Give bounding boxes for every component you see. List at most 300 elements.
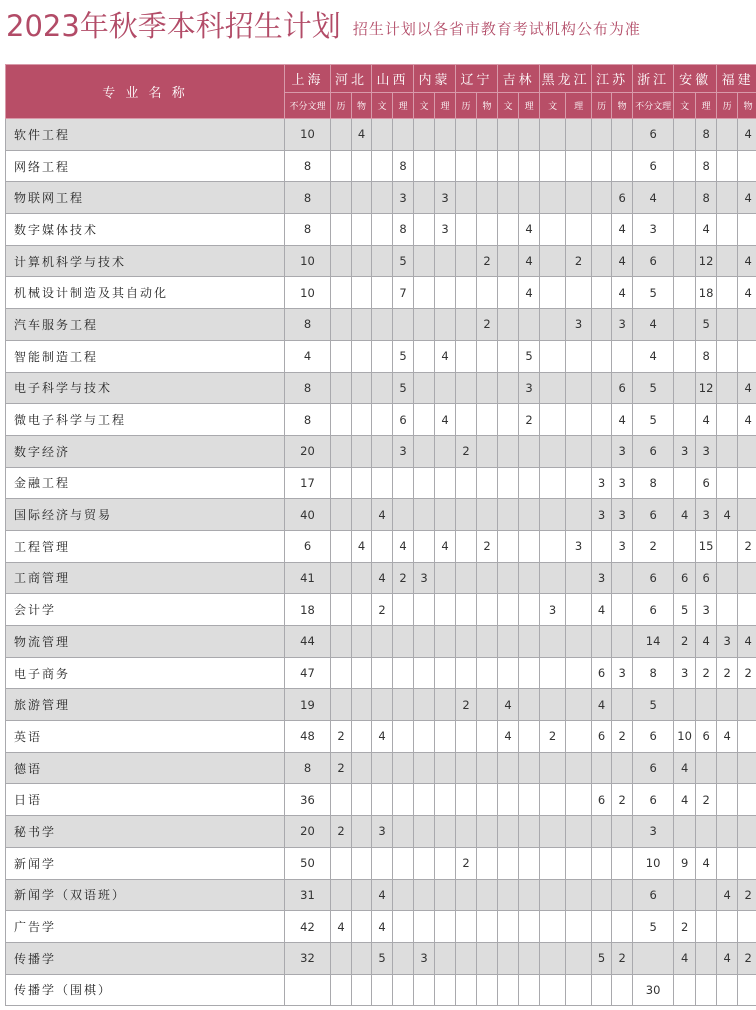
quota-cell [477,816,498,848]
quota-cell: 2 [372,594,393,626]
quota-cell: 8 [393,214,414,246]
major-name-cell: 物联网工程 [6,182,285,214]
quota-cell: 4 [696,214,717,246]
quota-cell: 4 [717,879,738,911]
quota-cell [717,340,738,372]
quota-cell: 3 [612,309,633,341]
major-name-cell: 计算机科学与技术 [6,245,285,277]
quota-cell: 8 [696,150,717,182]
quota-cell: 8 [696,182,717,214]
major-name-cell: 数字媒体技术 [6,214,285,246]
quota-cell [540,499,566,531]
quota-cell [456,340,477,372]
quota-cell [456,942,477,974]
quota-cell: 2 [393,562,414,594]
province-header: 辽宁 [456,65,498,93]
quota-cell [717,467,738,499]
quota-cell [331,657,352,689]
quota-cell: 2 [717,657,738,689]
quota-cell: 5 [633,372,674,404]
quota-cell [592,309,612,341]
quota-cell [592,214,612,246]
quota-cell [498,245,519,277]
major-name-cell: 国际经济与贸易 [6,499,285,531]
table-body [6,119,756,1006]
quota-cell: 6 [633,119,674,151]
table-row [6,721,756,753]
quota-cell: 4 [738,277,756,309]
quota-cell [435,626,456,658]
quota-cell: 4 [498,721,519,753]
quota-cell [393,657,414,689]
major-name-cell: 网络工程 [6,150,285,182]
quota-cell [717,150,738,182]
quota-cell [352,372,372,404]
quota-cell [592,974,612,1006]
quota-cell [717,214,738,246]
quota-cell: 3 [674,435,696,467]
quota-cell: 3 [612,530,633,562]
quota-cell [498,499,519,531]
quota-cell: 6 [633,594,674,626]
quota-cell [456,974,477,1006]
major-name-cell: 广告学 [6,911,285,943]
table-row [6,657,756,689]
quota-cell [738,150,756,182]
quota-cell: 3 [633,816,674,848]
quota-cell [477,752,498,784]
quota-cell [566,594,592,626]
table-row [6,214,756,246]
quota-cell: 8 [393,150,414,182]
quota-cell: 4 [696,847,717,879]
quota-cell: 10 [285,119,331,151]
quota-cell [717,404,738,436]
quota-cell: 4 [352,530,372,562]
quota-cell: 12 [696,372,717,404]
quota-cell: 3 [612,435,633,467]
quota-cell [352,784,372,816]
quota-cell: 10 [285,277,331,309]
subject-track-header: 不分文理 [633,93,674,119]
quota-cell: 6 [696,467,717,499]
quota-cell: 2 [456,689,477,721]
province-header: 江苏 [592,65,633,93]
quota-cell: 3 [696,499,717,531]
quota-cell: 5 [519,340,540,372]
province-header: 山西 [372,65,414,93]
quota-cell: 4 [372,721,393,753]
quota-cell: 4 [717,942,738,974]
quota-cell: 2 [612,942,633,974]
quota-cell [498,150,519,182]
quota-cell [331,530,352,562]
quota-cell [372,214,393,246]
table-row [6,182,756,214]
quota-cell [435,911,456,943]
quota-cell [456,245,477,277]
quota-cell: 6 [696,721,717,753]
quota-cell [540,467,566,499]
quota-cell [498,214,519,246]
quota-cell [331,277,352,309]
quota-cell [498,404,519,436]
quota-cell [519,626,540,658]
quota-cell [435,721,456,753]
quota-cell: 2 [738,879,756,911]
quota-cell [566,847,592,879]
quota-cell: 4 [738,119,756,151]
quota-cell: 40 [285,499,331,531]
subject-track-header: 文 [540,93,566,119]
quota-cell: 2 [331,721,352,753]
subject-track-header: 文 [674,93,696,119]
quota-cell [540,277,566,309]
quota-cell [717,435,738,467]
page-subtitle: 招生计划以各省市教育考试机构公布为准 [352,20,641,38]
quota-cell [498,879,519,911]
quota-cell [592,340,612,372]
quota-cell [352,150,372,182]
quota-cell [674,372,696,404]
quota-cell [717,277,738,309]
quota-cell [498,626,519,658]
quota-cell: 6 [612,182,633,214]
page-title: 2023年秋季本科招生计划 [6,9,341,43]
quota-cell [498,182,519,214]
quota-cell [414,245,435,277]
quota-cell [717,784,738,816]
quota-cell [331,499,352,531]
table-row [6,784,756,816]
quota-cell [331,689,352,721]
quota-cell: 4 [435,530,456,562]
quota-cell: 2 [696,657,717,689]
quota-cell [717,530,738,562]
table-row [6,340,756,372]
subject-track-header: 理 [435,93,456,119]
quota-cell [696,752,717,784]
quota-cell: 4 [372,562,393,594]
province-header: 福建 [717,65,756,93]
quota-cell [566,657,592,689]
quota-cell [393,974,414,1006]
quota-cell [414,847,435,879]
quota-cell [435,847,456,879]
quota-cell [372,340,393,372]
quota-cell: 4 [519,245,540,277]
quota-cell: 2 [331,752,352,784]
quota-cell: 2 [477,530,498,562]
quota-cell [414,974,435,1006]
quota-cell [477,784,498,816]
quota-cell [519,594,540,626]
quota-cell [414,340,435,372]
quota-cell [498,847,519,879]
quota-cell [414,499,435,531]
major-name-cell: 机械设计制造及其自动化 [6,277,285,309]
quota-cell: 4 [738,182,756,214]
quota-cell: 6 [633,150,674,182]
quota-cell: 3 [435,182,456,214]
quota-cell: 4 [372,499,393,531]
quota-cell [696,689,717,721]
quota-cell [331,372,352,404]
quota-cell [372,467,393,499]
quota-cell [456,816,477,848]
quota-cell [566,689,592,721]
table-row [6,467,756,499]
quota-cell: 2 [331,816,352,848]
major-name-cell: 数字经济 [6,435,285,467]
quota-cell [674,277,696,309]
quota-cell [477,150,498,182]
quota-cell [674,467,696,499]
quota-cell [414,435,435,467]
quota-cell [696,816,717,848]
quota-cell [372,372,393,404]
quota-cell [717,594,738,626]
quota-cell [592,277,612,309]
quota-cell [540,847,566,879]
quota-cell [477,847,498,879]
quota-cell: 4 [393,530,414,562]
quota-cell [674,530,696,562]
quota-cell [519,530,540,562]
quota-cell [477,721,498,753]
quota-cell [592,752,612,784]
major-name-cell: 英语 [6,721,285,753]
quota-cell [331,942,352,974]
quota-cell [456,214,477,246]
subject-track-header: 理 [519,93,540,119]
quota-cell: 32 [285,942,331,974]
quota-cell: 6 [633,245,674,277]
quota-cell: 4 [612,214,633,246]
table-row [6,309,756,341]
quota-cell [393,499,414,531]
table-row [6,594,756,626]
quota-cell [674,150,696,182]
quota-cell: 4 [592,689,612,721]
quota-cell: 9 [674,847,696,879]
quota-cell [566,467,592,499]
quota-cell [519,467,540,499]
quota-cell: 5 [592,942,612,974]
table-row [6,752,756,784]
quota-cell [331,150,352,182]
quota-cell [456,277,477,309]
table-row [6,911,756,943]
quota-cell: 14 [633,626,674,658]
quota-cell [435,277,456,309]
quota-cell: 4 [519,277,540,309]
quota-cell: 4 [331,911,352,943]
quota-cell [566,626,592,658]
quota-cell: 3 [393,182,414,214]
quota-cell: 12 [696,245,717,277]
quota-cell [372,182,393,214]
quota-cell [566,784,592,816]
quota-cell: 8 [696,119,717,151]
quota-cell: 4 [696,626,717,658]
quota-cell [612,689,633,721]
quota-cell [372,245,393,277]
quota-cell [738,847,756,879]
quota-cell [331,119,352,151]
quota-cell [738,911,756,943]
quota-cell [435,309,456,341]
quota-cell: 4 [738,245,756,277]
quota-cell [540,562,566,594]
quota-cell: 3 [540,594,566,626]
quota-cell: 10 [633,847,674,879]
quota-cell: 6 [633,784,674,816]
quota-cell [498,562,519,594]
quota-cell [372,657,393,689]
quota-cell [331,340,352,372]
quota-cell: 10 [674,721,696,753]
quota-cell: 2 [477,245,498,277]
quota-cell: 5 [633,689,674,721]
quota-cell [519,309,540,341]
quota-cell [372,689,393,721]
table-row [6,150,756,182]
quota-cell: 2 [674,911,696,943]
quota-cell [519,974,540,1006]
quota-cell [331,467,352,499]
quota-cell [352,974,372,1006]
quota-cell [674,816,696,848]
quota-cell: 5 [372,942,393,974]
quota-cell [540,657,566,689]
quota-cell [477,372,498,404]
quota-cell [540,372,566,404]
quota-cell [393,911,414,943]
quota-cell [414,372,435,404]
quota-cell [519,847,540,879]
quota-cell [435,816,456,848]
enrollment-plan-table [5,64,756,1006]
quota-cell [435,499,456,531]
quota-cell: 4 [633,340,674,372]
quota-cell [477,879,498,911]
quota-cell [435,562,456,594]
quota-cell [498,372,519,404]
quota-cell: 4 [352,119,372,151]
quota-cell: 4 [674,942,696,974]
quota-cell [738,816,756,848]
quota-cell: 3 [372,816,393,848]
table-row [6,119,756,151]
quota-cell: 6 [696,562,717,594]
quota-cell [519,879,540,911]
quota-cell [540,911,566,943]
quota-cell: 4 [435,340,456,372]
quota-cell [477,626,498,658]
quota-cell [498,277,519,309]
quota-cell: 6 [633,435,674,467]
quota-cell [540,879,566,911]
quota-cell [592,626,612,658]
quota-cell [540,119,566,151]
quota-cell [477,657,498,689]
quota-cell [331,784,352,816]
quota-cell [414,214,435,246]
subject-track-header: 历 [592,93,612,119]
quota-cell [393,467,414,499]
quota-cell [566,182,592,214]
quota-cell [519,499,540,531]
quota-cell [331,562,352,594]
quota-cell [414,404,435,436]
major-name-cell: 汽车服务工程 [6,309,285,341]
quota-cell [456,530,477,562]
quota-cell [519,119,540,151]
quota-cell [566,150,592,182]
quota-cell [414,816,435,848]
quota-cell [477,562,498,594]
subject-track-header: 文 [498,93,519,119]
quota-cell [519,150,540,182]
quota-cell [540,150,566,182]
quota-cell: 19 [285,689,331,721]
quota-cell [519,752,540,784]
table-row [6,277,756,309]
table-row [6,530,756,562]
quota-cell [352,847,372,879]
quota-cell [456,879,477,911]
quota-cell: 20 [285,435,331,467]
quota-cell [331,182,352,214]
quota-cell [393,594,414,626]
subject-track-header: 文 [414,93,435,119]
quota-cell [674,404,696,436]
subject-track-header: 文 [372,93,393,119]
quota-cell [372,119,393,151]
quota-cell [331,214,352,246]
quota-cell [592,816,612,848]
quota-cell [592,847,612,879]
quota-cell [372,530,393,562]
quota-cell: 30 [633,974,674,1006]
quota-cell [674,340,696,372]
quota-cell [592,435,612,467]
quota-cell [540,530,566,562]
quota-cell [456,562,477,594]
quota-cell: 6 [633,562,674,594]
province-header: 浙江 [633,65,674,93]
quota-cell [696,911,717,943]
quota-cell [498,119,519,151]
quota-cell: 5 [633,404,674,436]
quota-cell: 5 [633,911,674,943]
quota-cell: 4 [674,784,696,816]
quota-cell: 8 [285,214,331,246]
quota-cell [477,467,498,499]
quota-cell [456,372,477,404]
quota-cell: 3 [612,499,633,531]
quota-cell [519,689,540,721]
quota-cell [738,784,756,816]
quota-cell [352,562,372,594]
quota-cell [498,435,519,467]
subject-track-header: 不分文理 [285,93,331,119]
quota-cell [456,404,477,436]
subject-track-header: 物 [352,93,372,119]
quota-cell: 2 [674,626,696,658]
quota-cell [592,879,612,911]
